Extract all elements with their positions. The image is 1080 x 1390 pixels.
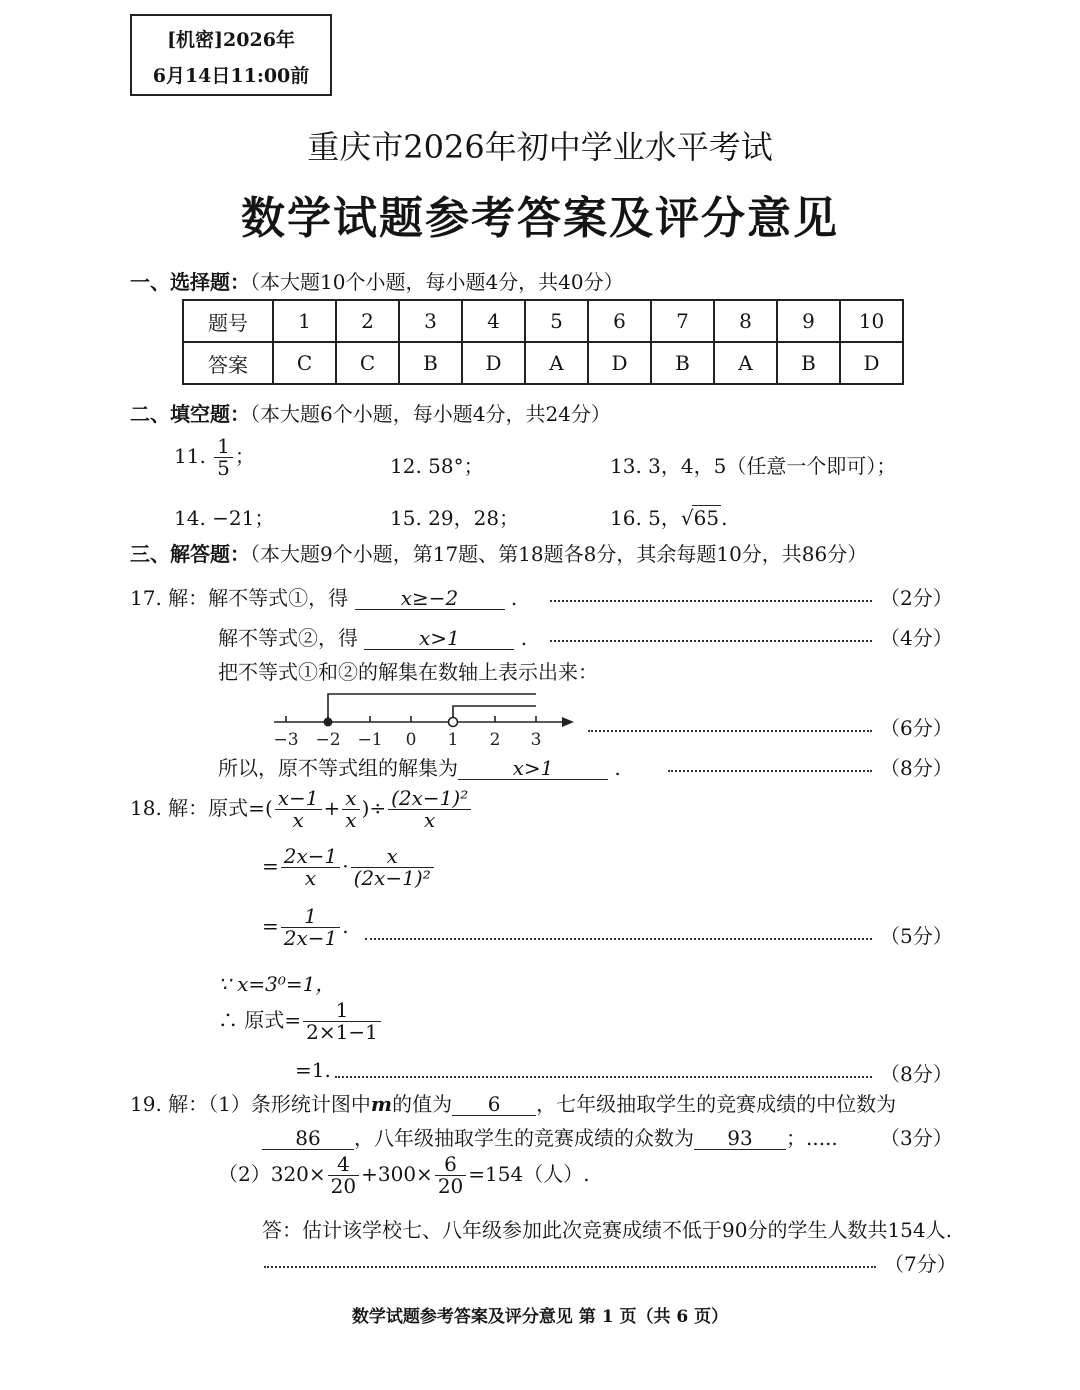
score: （8分）: [880, 756, 953, 780]
table-cell: A: [525, 342, 588, 384]
q19-answer: 答：估计该学校七、八年级参加此次竞赛成绩不低于90分的学生人数共154人.: [262, 1218, 952, 1242]
q16-answer: 16. 5，√65 .: [610, 506, 728, 530]
score: （6分）: [880, 716, 953, 740]
stamp-line1: [机密]2026年: [167, 29, 295, 51]
q17-line4: 所以，原不等式组的解集为 x>1 .: [218, 756, 621, 780]
confidential-stamp: [130, 14, 332, 96]
table-cell: 5: [525, 300, 588, 342]
table-cell: D: [588, 342, 651, 384]
table-cell: B: [651, 342, 714, 384]
axis-tick-label: −1: [357, 730, 383, 750]
dotted-leader: [668, 770, 872, 772]
score: （2分）: [880, 586, 953, 610]
row-label-number: 题号: [183, 300, 273, 342]
fraction: $\frac{1}{5}$: [214, 436, 233, 479]
document-title: 数学试题参考答案及评分意见: [241, 193, 839, 244]
axis-tick-label: 0: [405, 730, 417, 750]
score: （3分）: [880, 1126, 953, 1150]
q18-because: ∵ x=3⁰=1，: [218, 972, 336, 996]
table-row: [183, 342, 903, 384]
table-cell: B: [777, 342, 840, 384]
open-point: [449, 718, 458, 727]
table-cell: 4: [462, 300, 525, 342]
q18-line1: 18. 解：原式=( $\frac{x-1}{x}$ + $\frac{x}{x}$ )÷ $\frac{\text{(2x−1)²}}{x}$: [130, 788, 473, 831]
score: （8分）: [880, 1062, 953, 1086]
table-cell: D: [462, 342, 525, 384]
table-cell: 3: [399, 300, 462, 342]
closed-point: [324, 718, 333, 727]
section2-heading: 二、填空题：（本大题6个小题，每小题4分，共24分）: [130, 402, 611, 426]
page-footer: 数学试题参考答案及评分意见 第 1 页（共 6 页）: [351, 1307, 729, 1327]
q18-line3: = $\frac{1}{2x-1}$ .: [262, 904, 349, 950]
exam-title: 重庆市2026年初中学业水平考试: [307, 128, 773, 166]
dotted-leader: [335, 1076, 872, 1078]
axis-tick-label: 2: [489, 730, 501, 750]
section1-heading: 一、选择题：（本大题10个小题，每小题4分，共40分）: [130, 270, 624, 294]
axis-tick-label: −2: [315, 730, 341, 750]
dotted-leader: [365, 938, 872, 940]
table-cell: 9: [777, 300, 840, 342]
dotted-leader: [264, 1266, 876, 1268]
table-cell: 2: [336, 300, 399, 342]
dotted-leader: [550, 600, 872, 602]
q18-therefore: ∴ 原式= $\frac{1}{2\times 1-1}$: [218, 1000, 383, 1043]
table-cell: C: [273, 342, 336, 384]
table-cell: 8: [714, 300, 777, 342]
axis-tick-label: 3: [530, 730, 542, 750]
table-cell: 7: [651, 300, 714, 342]
dotted-leader: [550, 640, 872, 642]
table-cell: 6: [588, 300, 651, 342]
axis-tick-label: 1: [447, 730, 459, 750]
answer-blank: x≥−2: [355, 587, 505, 610]
score: （5分）: [880, 924, 953, 948]
answer-blank: x>1: [364, 627, 514, 650]
table-cell: 10: [840, 300, 903, 342]
answer-table: [182, 299, 904, 385]
q14-answer: 14. −21；: [174, 506, 275, 530]
table-cell: B: [399, 342, 462, 384]
table-cell: C: [336, 342, 399, 384]
q18-result: =1.: [295, 1058, 331, 1082]
answer-blank: x>1: [458, 757, 608, 780]
score: （4分）: [880, 626, 953, 650]
section3-heading: 三、解答题：（本大题9个小题，第17题、第18题各8分，其余每题10分，共86分）: [130, 542, 868, 566]
axis-tick-label: −3: [273, 730, 299, 750]
table-cell: 1: [273, 300, 336, 342]
q19-line2: 86 ，八年级抽取学生的竞赛成绩的众数为 93 ；.....: [262, 1122, 838, 1151]
q12-answer: 12. 58°；: [390, 454, 484, 478]
q17-line2: 解不等式②，得 x>1 .: [218, 626, 528, 650]
q17-line1: 17. 解：解不等式①，得 x≥−2 .: [130, 586, 518, 610]
q13-answer: 13. 3，4，5（任意一个即可）；: [610, 454, 897, 478]
number-line: [268, 686, 580, 750]
q11-answer: 11. $\frac{1}{5}$ ；: [174, 434, 255, 480]
q17-line3: 把不等式①和②的解集在数轴上表示出来：: [218, 660, 598, 684]
dotted-leader: [588, 730, 872, 732]
q15-answer: 15. 29，28；: [390, 506, 520, 530]
stamp-line2: 6月14日11:00前: [152, 65, 310, 87]
table-cell: A: [714, 342, 777, 384]
answer-blank: 93: [694, 1127, 786, 1150]
score: （7分）: [884, 1252, 957, 1276]
q19-part2: （2）320× $\frac{4}{20}$ +300× $\frac{6}{20}$ =154（人）.: [218, 1152, 590, 1198]
table-row: [183, 300, 903, 342]
q18-line2: = $\frac{2x-1}{x}$ · $\frac{x}{\text{(2x−1)²}}$: [262, 846, 436, 889]
table-cell: D: [840, 342, 903, 384]
answer-blank: 6: [452, 1093, 536, 1116]
row-label-answer: 答案: [183, 342, 273, 384]
q19-line1: 19. 解：（1）条形统计图中m的值为 6 ，七年级抽取学生的竞赛成绩的中位数为: [130, 1092, 897, 1116]
answer-blank: 86: [262, 1127, 354, 1150]
